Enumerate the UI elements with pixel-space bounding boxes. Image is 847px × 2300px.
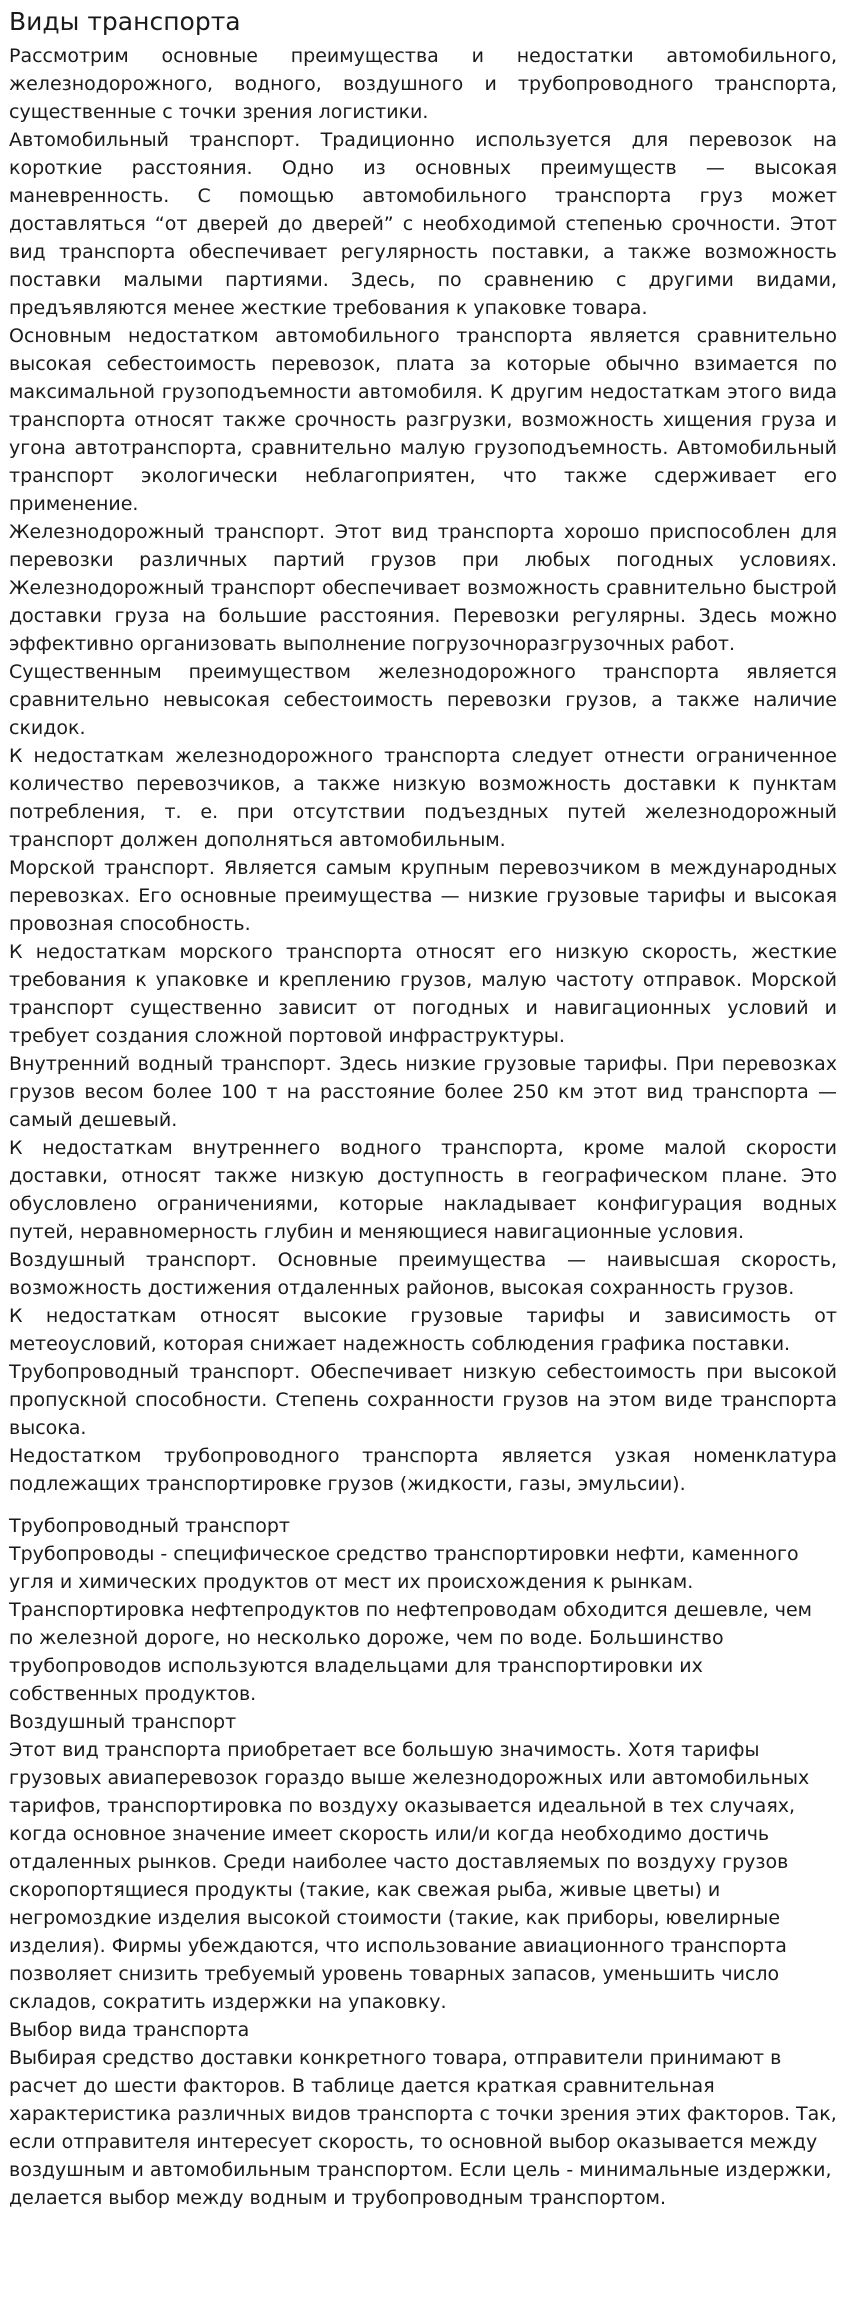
paragraph: Трубопроводный транспорт. Обеспечивает низкую себестоимость при высокой пропускной способности. Степень сохранности грузов на этом виде транспорта высока. <box>9 1361 837 1439</box>
section-justified <box>9 42 837 1498</box>
subheading-pipeline: Трубопроводный транспорт <box>9 1515 290 1537</box>
paragraph: К недостаткам относят высокие грузовые тарифы и зависимость от метеоусловий, которая снижает надежность соблюдения графика поставки. <box>9 1305 837 1355</box>
paragraph: К недостаткам внутреннего водного транспорта, кроме малой скорости доставки, относят также низкую доступность в географическом плане. Это обусловлено ограничениями, которые накладывает конфигурация водных путей, неравномерность глубин и меняющиеся навигационные условия. <box>9 1137 837 1243</box>
paragraph: Основным недостатком автомобильного транспорта является сравнительно высокая себестоимость перевозок, плата за которые обычно взимается по максимальной грузоподъемности автомобиля. К другим недостаткам этого вида транспорта относят также срочность разгрузки, возможность хищения груза и угона автотранспорта, сравнительно малую грузоподъемность. Автомобильный транспорт экологически неблагоприятен, что также сдерживает его применение. <box>9 325 837 515</box>
paragraph: Трубопроводы - специфическое средство транспортировки нефти, каменного угля и химических продуктов от мест их происхождения к рынкам. Транспортировка нефтепродуктов по нефтепроводам обходится дешевле, чем по железной дороге, но несколько дороже, чем по воде. Большинство трубопроводов используются владельцами для транспортировки их собственных продуктов. <box>9 1543 812 1705</box>
paragraph: Этот вид транспорта приобретает все большую значимость. Хотя тарифы грузовых авиаперевозок гораздо выше железнодорожных или автомобильных тарифов, транспортировка по воздуху оказывается идеальной в тех случаях, когда основное значение имеет скорость или/и когда необходимо достичь отдаленных рынков. Среди наиболее часто доставляемых по воздуху грузов скоропортящиеся продукты (такие, как свежая рыба, живые цветы) и негромоздкие изделия высокой стоимости (такие, как приборы, ювелирные изделия). Фирмы убеждаются, что использование авиационного транспорта позволяет снизить требуемый уровень товарных запасов, уменьшить число складов, сократить издержки на упаковку. <box>9 1739 810 2013</box>
paragraph: К недостаткам железнодорожного транспорта следует отнести ограниченное количество перевозчиков, а также низкую возможность доставки к пунктам потребления, т. е. при отсутствии подъездных путей железнодорожный транспорт должен дополняться автомобильным. <box>9 745 837 851</box>
document-page <box>0 5 847 2212</box>
paragraph: Железнодорожный транспорт. Этот вид транспорта хорошо приспособлен для перевозки различных партий грузов при любых погодных условиях. Железнодорожный транспорт обеспечивает возможность сравнительно быстрой доставки груза на большие расстояния. Перевозки регулярны. Здесь можно эффективно организовать выполнение погрузочноразгрузочных работ. <box>9 521 837 655</box>
subheading-transport-choice: Выбор вида транспорта <box>9 2019 250 2041</box>
paragraph: Выбирая средство доставки конкретного товара, отправители принимают в расчет до шести факторов. В таблице дается краткая сравнительная характеристика различных видов транспорта с точки зрения этих факторов. Так, если отправителя интересует скорость, то основной выбор оказывается между воздушным и автомобильным транспортом. Если цель - минимальные издержки, делается выбор между водным и трубопроводным транспортом. <box>9 2047 837 2209</box>
paragraph: К недостаткам морского транспорта относят его низкую скорость, жесткие требования к упаковке и креплению грузов, малую частоту отправок. Морской транспорт существенно зависит от погодных и навигационных условий и требует создания сложной портовой инфраструктуры. <box>9 941 837 1047</box>
page-title: Виды транспорта <box>9 7 241 36</box>
paragraph: Морской транспорт. Является самым крупным перевозчиком в международных перевозках. Его основные преимущества — низкие грузовые тарифы и высокая провозная способность. <box>9 857 837 935</box>
paragraph: Существенным преимуществом железнодорожного транспорта является сравнительно невысокая себестоимость перевозки грузов, а также наличие скидок. <box>9 661 837 739</box>
subheading-air: Воздушный транспорт <box>9 1711 237 1733</box>
section-plain <box>9 1512 837 2212</box>
paragraph: Внутренний водный транспорт. Здесь низкие грузовые тарифы. При перевозках грузов весом более 100 т на расстояние более 250 км этот вид транспорта — самый дешевый. <box>9 1053 837 1131</box>
paragraph: Воздушный транспорт. Основные преимущества — наивысшая скорость, возможность достижения отдаленных районов, высокая сохранность грузов. <box>9 1249 837 1299</box>
paragraph: Автомобильный транспорт. Традиционно используется для перевозок на короткие расстояния. Одно из основных преимуществ — высокая маневренность. С помощью автомобильного транспорта груз может доставляться “от дверей до дверей” с необходимой степенью срочности. Этот вид транспорта обеспечивает регулярность поставки, а также возможность поставки малыми партиями. Здесь, по сравнению с другими видами, предъявляются менее жесткие требования к упаковке товара. <box>9 129 837 319</box>
paragraph: Недостатком трубопроводного транспорта является узкая номенклатура подлежащих транспортировке грузов (жидкости, газы, эмульсии). <box>9 1445 837 1495</box>
paragraph: Рассмотрим основные преимущества и недостатки автомобильного, железнодорожного, водного, воздушного и трубопроводного транспорта, существенные с точки зрения логистики. <box>9 45 837 123</box>
